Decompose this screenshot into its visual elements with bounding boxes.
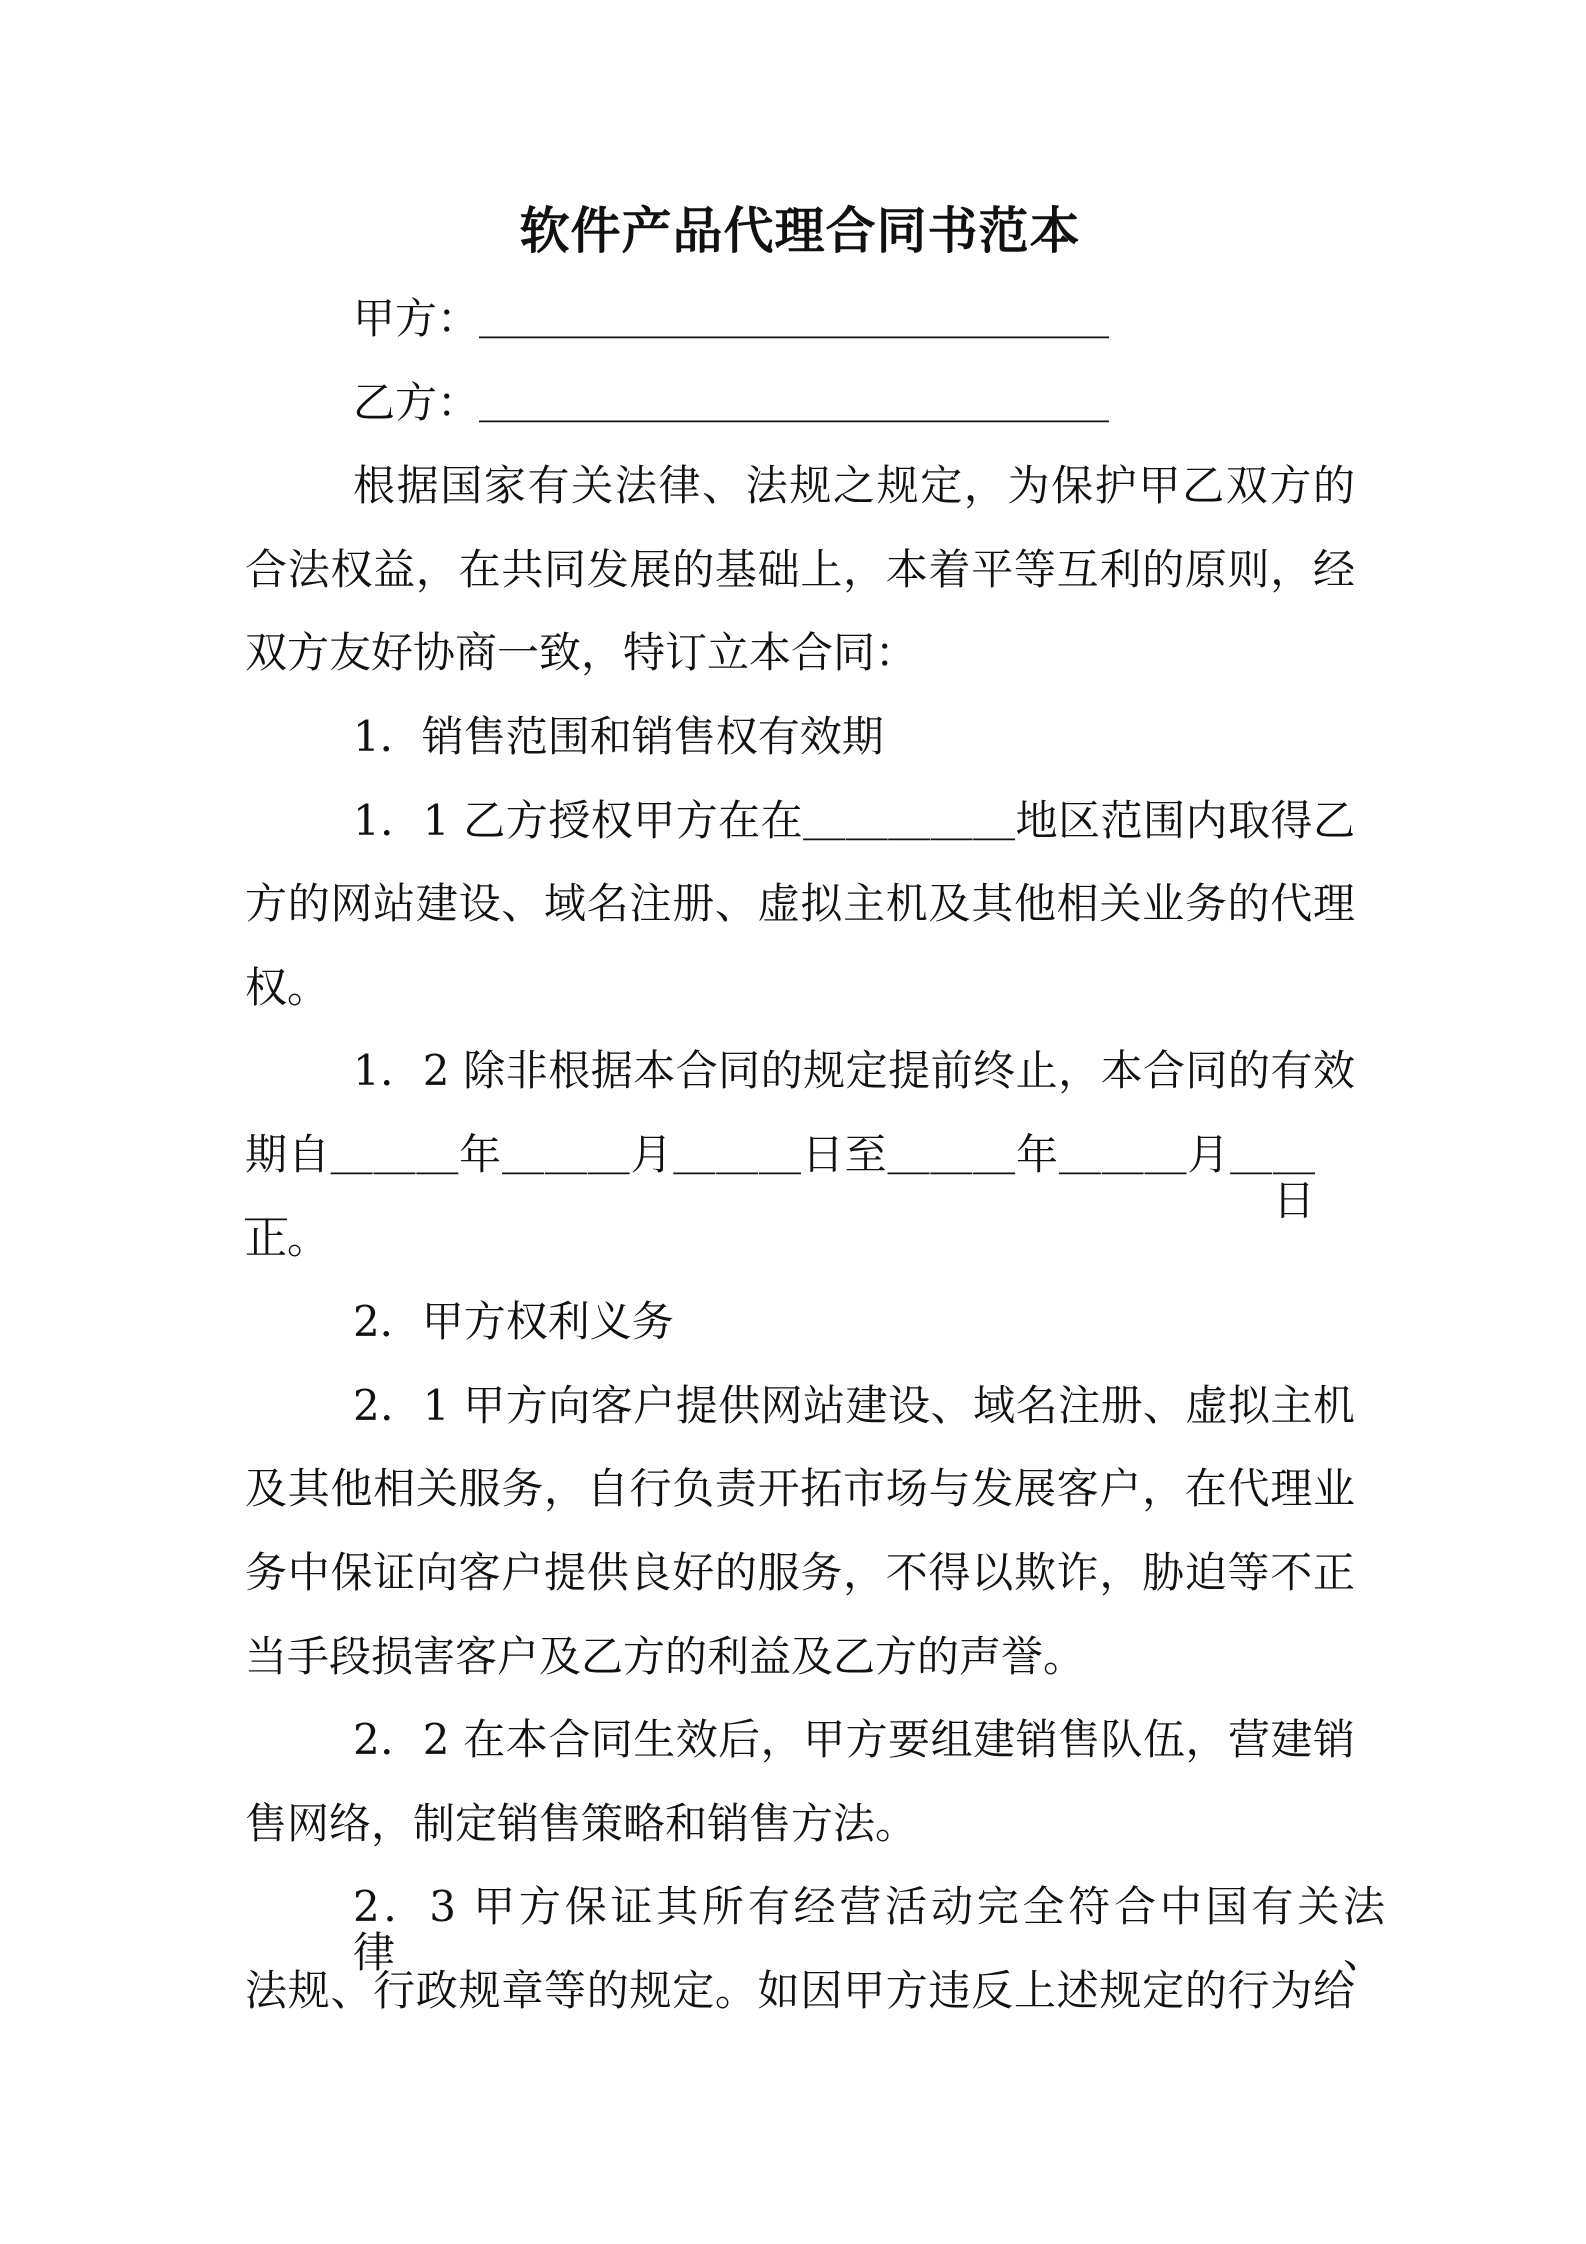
clause-line: 法规、行政规章等的规定。如因甲方违反上述规定的行为给 [245,1966,1355,2015]
clause-line: 2．2 在本合同生效后，甲方要组建销售队伍，营建销 [353,1715,1355,1764]
party-b-line: 乙方：＿＿＿＿＿＿＿＿＿＿＿＿＿＿＿ [353,378,1110,427]
section-heading: 2．甲方权利义务 [353,1297,674,1346]
clause-line: 权。 [245,963,330,1012]
clause-line: 期自＿＿＿年＿＿＿月＿＿＿日至＿＿＿年＿＿＿月＿＿＿日 [245,1130,1315,1225]
preamble-line: 合法权益，在共同发展的基础上，本着平等互利的原则，经 [245,545,1355,594]
section-heading: 1．销售范围和销售权有效期 [353,712,884,761]
clause-line: 2．3 甲方保证其所有经营活动完全符合中国有关法律、 [353,1882,1385,1977]
clause-line: 1．2 除非根据本合同的规定提前终止，本合同的有效 [353,1046,1355,1095]
clause-line: 售网络，制定销售策略和销售方法。 [245,1799,918,1848]
clause-line: 当手段损害客户及乙方的利益及乙方的声誉。 [245,1632,1086,1681]
clause-line: 1．1 乙方授权甲方在在＿＿＿＿＿地区范围内取得乙 [353,796,1355,845]
preamble-line: 根据国家有关法律、法规之规定，为保护甲乙双方的 [353,461,1355,510]
clause-line: 务中保证向客户提供良好的服务，不得以欺诈，胁迫等不正 [245,1548,1355,1597]
clause-line: 2．1 甲方向客户提供网站建设、域名注册、虚拟主机 [353,1381,1355,1430]
preamble-line: 双方友好协商一致，特订立本合同： [245,628,918,677]
clause-line: 止。 [245,1214,330,1263]
clause-line: 方的网站建设、域名注册、虚拟主机及其他相关业务的代理 [245,879,1355,928]
clause-line: 及其他相关服务，自行负责开拓市场与发展客户，在代理业 [245,1464,1355,1513]
document-title: 软件产品代理合同书范本 [519,201,1081,260]
party-a-line: 甲方：＿＿＿＿＿＿＿＿＿＿＿＿＿＿＿ [353,294,1110,343]
